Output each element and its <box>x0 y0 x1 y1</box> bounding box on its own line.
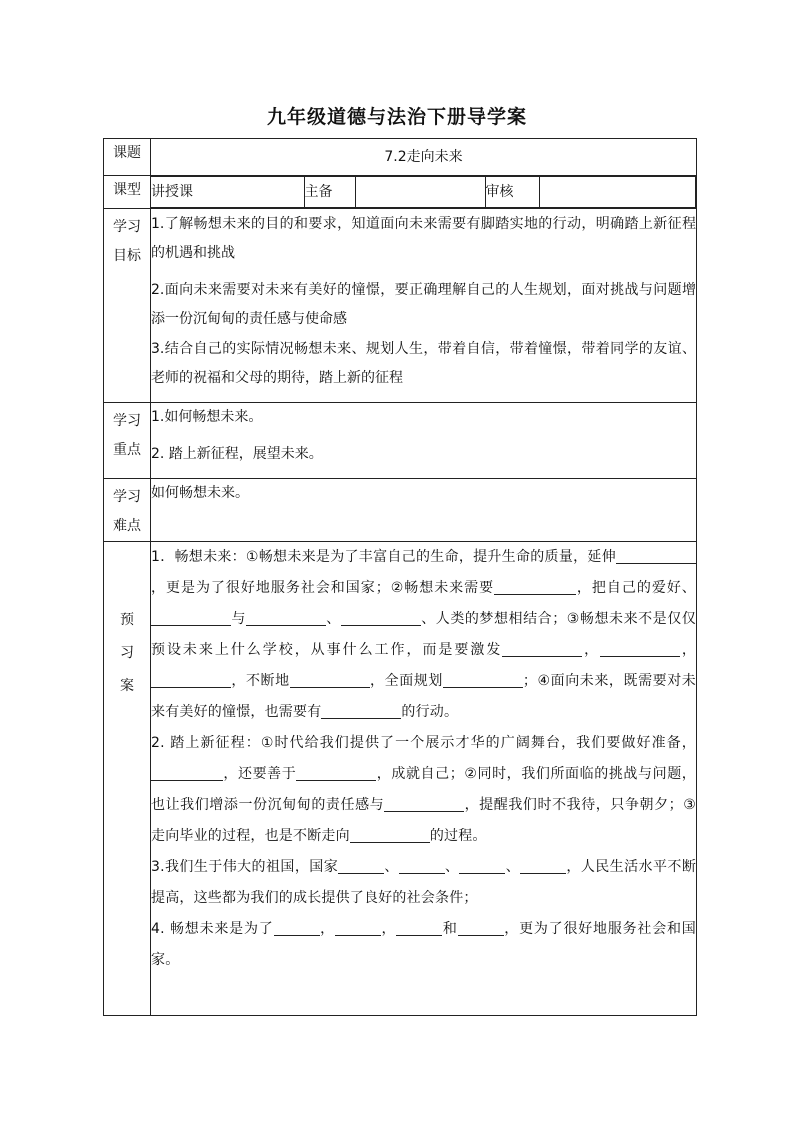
preview-content <box>151 542 697 1016</box>
answer-blank[interactable] <box>459 857 505 874</box>
answer-blank[interactable] <box>296 764 376 781</box>
key-point-item: 2. 踏上新征程，展望未来。 <box>151 446 323 462</box>
preview-row <box>104 542 697 1016</box>
preview-item-2: 2. 踏上新征程：①时代给我们提供了一个展示才华的广阔舞台，我们要做好准备，，还要善于 ，成就自己；②同时，我们所面临的挑战与问题，也让我们增添一份沉甸甸的责任感与 ，提醒我们时不我待，只争朝夕；③走向毕业的过程，也是不断走向 的过程。 <box>151 735 697 844</box>
difficulties-label: 学习 难点 <box>104 479 151 542</box>
answer-blank[interactable] <box>338 857 384 874</box>
answer-blank[interactable] <box>616 547 696 564</box>
answer-blank[interactable] <box>151 764 223 781</box>
answer-blank[interactable] <box>335 919 381 936</box>
page-title: 九年级道德与法治下册导学案 <box>266 106 527 128</box>
answer-blank[interactable] <box>396 919 442 936</box>
lesson-type-label: 课型 <box>104 176 151 209</box>
answer-blank[interactable] <box>520 857 566 874</box>
key-point-item: 1.如何畅想未来。 <box>151 409 263 425</box>
answer-blank[interactable] <box>151 609 231 626</box>
answer-blank[interactable] <box>502 640 582 657</box>
lesson-meta <box>151 176 696 208</box>
answer-blank[interactable] <box>384 795 464 812</box>
answer-blank[interactable] <box>399 857 445 874</box>
answer-blank[interactable] <box>341 609 421 626</box>
goal-item: 2.面向未来需要对未来有美好的憧憬，要正确理解自己的人生规划，面对挑战与问题增添一份沉甸甸的责任感与使命感 <box>151 282 696 327</box>
answer-blank[interactable] <box>290 671 370 688</box>
preparer-label: 主备 <box>304 177 355 208</box>
difficulty-item: 如何畅想未来。 <box>151 485 249 501</box>
answer-blank[interactable] <box>350 826 430 843</box>
answer-blank[interactable] <box>246 609 326 626</box>
answer-blank[interactable] <box>600 640 680 657</box>
difficulties-row <box>104 479 697 542</box>
answer-blank[interactable] <box>151 671 231 688</box>
topic-label: 课题 <box>104 139 151 176</box>
preview-item-1: 1．畅想未来：①畅想未来是为了丰富自己的生命，提升生命的质量，延伸，更是为了很好地服务社会和国家；②畅想未来需要 ，把自己的爱好、与 、 、人类的梦想相结合；③畅想未来不是仅仅预设未来上什么学校，从事什么工作，而是要激发 ， ，，不断地 ，全面规划 ；④面向未来，既需要对未来有美好的憧憬，也需要有 的行动。 <box>151 549 697 720</box>
goals-label: 学习 目标 <box>104 209 151 403</box>
preview-item-3: 3.我们生于伟大的祖国，国家 、 、 、 ，人民生活水平不断提高，这些都为我们的成长提供了良好的社会条件； <box>151 859 697 906</box>
key-points-content <box>151 403 697 479</box>
goals-content <box>151 209 697 403</box>
goal-item: 1.了解畅想未来的目的和要求，知道面向未来需要有脚踏实地的行动，明确踏上新征程的机遇和挑战 <box>151 216 696 261</box>
answer-blank[interactable] <box>321 702 401 719</box>
lesson-type-row <box>104 176 697 209</box>
topic-value: 7.2走向未来 <box>151 139 697 176</box>
reviewer-label: 审核 <box>485 177 539 208</box>
key-points-row <box>104 403 697 479</box>
reviewer-value <box>539 177 696 208</box>
answer-blank[interactable] <box>458 919 504 936</box>
preparer-value <box>355 177 485 208</box>
topic-row <box>104 139 697 176</box>
lesson-type-value: 讲授课 <box>151 177 304 208</box>
goal-item: 3.结合自己的实际情况畅想未来、规划人生，带着自信，带着憧憬，带着同学的友谊、老师的祝福和父母的期待，踏上新的征程 <box>151 341 696 386</box>
study-plan-table <box>103 138 697 1016</box>
answer-blank[interactable] <box>494 578 576 595</box>
difficulties-content <box>151 479 697 542</box>
preview-label: 预 习 案 <box>104 542 151 1016</box>
answer-blank[interactable] <box>274 919 320 936</box>
goals-row <box>104 209 697 403</box>
preview-item-4: 4. 畅想未来是为了 ， ， 和 ，更为了很好地服务社会和国家。 <box>151 921 697 968</box>
key-points-label: 学习 重点 <box>104 403 151 479</box>
answer-blank[interactable] <box>443 671 523 688</box>
